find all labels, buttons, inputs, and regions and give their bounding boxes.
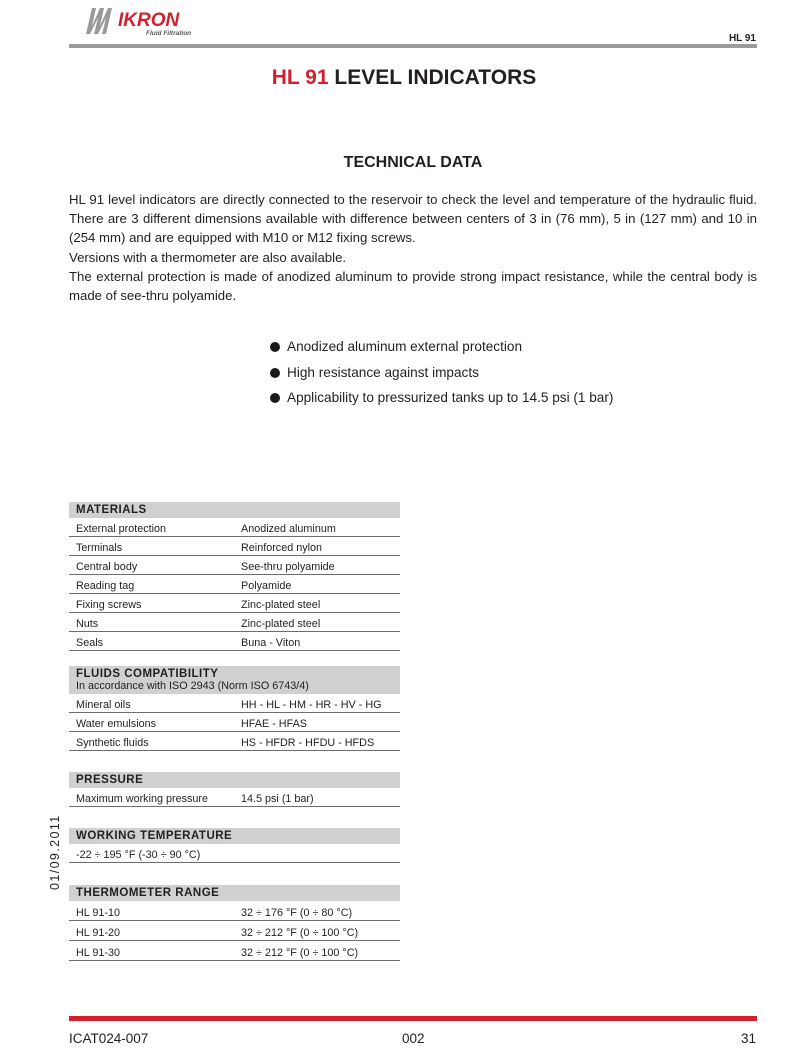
footer-catalog: ICAT024-007	[69, 1031, 149, 1046]
table-row: HL 91-10 32 ÷ 176 °F (0 ÷ 80 °C)	[69, 901, 400, 921]
feature-item: Anodized aluminum external protection	[270, 339, 613, 365]
table-row: Reading tag Polyamide	[69, 575, 400, 594]
table-row: Maximum working pressure 14.5 psi (1 bar)	[69, 788, 400, 807]
footer-rule	[69, 1016, 757, 1021]
description-paragraph: Versions with a thermometer are also available.	[69, 249, 347, 265]
description	[69, 190, 757, 305]
thermometer-table	[69, 885, 400, 961]
working-temperature-header: WORKING TEMPERATURE	[69, 828, 400, 844]
feature-list	[270, 339, 613, 416]
thermometer-header: THERMOMETER RANGE	[69, 885, 400, 901]
table-row: Seals Buna - Viton	[69, 632, 400, 651]
section-heading: TECHNICAL DATA	[343, 154, 483, 171]
footer-revision: 002	[402, 1031, 425, 1046]
side-date: 01/09.2011	[48, 814, 62, 890]
title-accent: HL 91	[271, 66, 329, 89]
working-temperature-value: -22 ÷ 195 °F (-30 ÷ 90 °C)	[69, 844, 400, 863]
table-row: Mineral oils HH - HL - HM - HR - HV - HG	[69, 694, 400, 713]
table-row: Fixing screws Zinc-plated steel	[69, 594, 400, 613]
description-paragraph: HL 91 level indicators are directly connected to the reservoir to check the level and temperature of the hydraulic fluid. There are 3 different dimensions available with difference between centers of 3 in (76 mm), 5 in (127 mm) and 10 in (254 mm) and are equipped with M10 or M12 fixing screws.	[69, 192, 757, 246]
ikron-logo	[84, 4, 206, 38]
bullet-icon	[270, 342, 280, 352]
bullet-icon	[270, 368, 280, 378]
materials-table	[69, 502, 400, 651]
header-rule	[69, 44, 757, 48]
pressure-table	[69, 772, 400, 807]
description-paragraph: The external protection is made of anodized aluminum to provide strong impact resistance, while the central body is made of see-thru polyamide.	[69, 268, 757, 304]
page-title	[0, 66, 808, 90]
working-temperature-table	[69, 828, 400, 863]
table-row: HL 91-20 32 ÷ 212 °F (0 ÷ 100 °C)	[69, 921, 400, 941]
table-row: Central body See-thru polyamide	[69, 556, 400, 575]
fluids-header: FLUIDS COMPATIBILITY In accordance with ISO 2943 (Norm ISO 6743/4)	[69, 666, 400, 694]
logo-mark-icon	[86, 8, 112, 34]
table-row: Nuts Zinc-plated steel	[69, 613, 400, 632]
table-row: HL 91-30 32 ÷ 212 °F (0 ÷ 100 °C)	[69, 941, 400, 961]
logo-tagline-text: Fluid Filtration	[146, 30, 192, 37]
materials-header: MATERIALS	[69, 502, 400, 518]
feature-item: High resistance against impacts	[270, 365, 613, 391]
table-row: Terminals Reinforced nylon	[69, 537, 400, 556]
pressure-header: PRESSURE	[69, 772, 400, 788]
bullet-icon	[270, 393, 280, 403]
feature-item: Applicability to pressurized tanks up to 14.5 psi (1 bar)	[270, 390, 613, 416]
title-rest: LEVEL INDICATORS	[328, 66, 537, 89]
fluids-table	[69, 666, 400, 751]
header-doc-code: HL 91	[728, 33, 756, 44]
footer-page-number: 31	[740, 1031, 756, 1046]
table-row: Water emulsions HFAE - HFAS	[69, 713, 400, 732]
table-row: External protection Anodized aluminum	[69, 518, 400, 537]
logo-brand-text: IKRON	[118, 10, 180, 31]
table-row: Synthetic fluids HS - HFDR - HFDU - HFDS	[69, 732, 400, 751]
